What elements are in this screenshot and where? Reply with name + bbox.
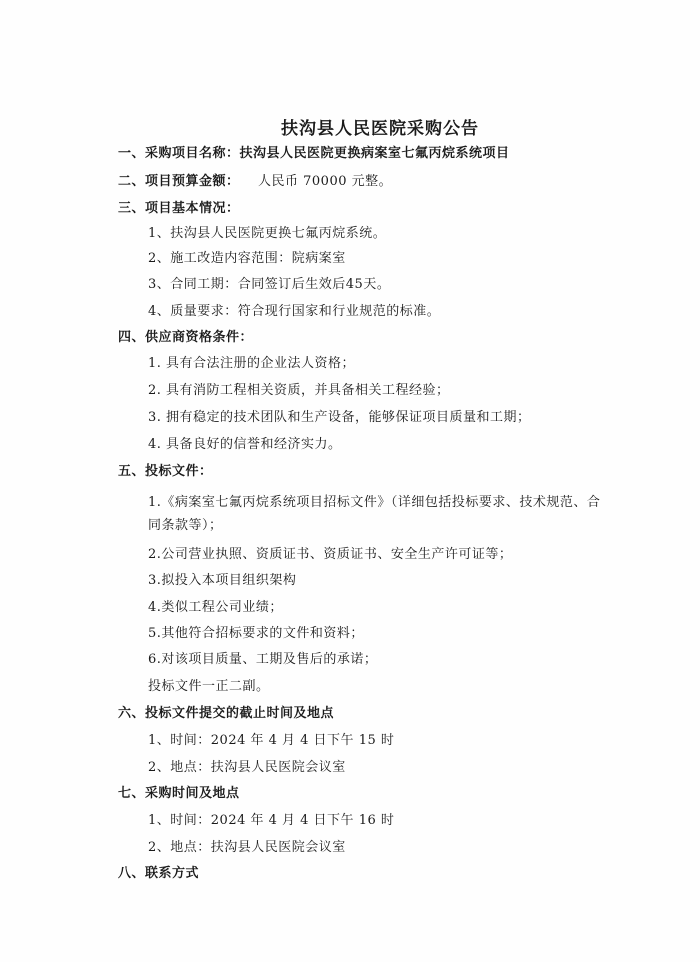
section-3-item-4: 4、质量要求：符合现行国家和行业规范的标准。 <box>148 304 441 319</box>
section-5-note: 投标文件一正二副。 <box>148 679 270 694</box>
section-4-item-3: 3. 拥有稳定的技术团队和生产设备，能够保证项目质量和工期； <box>148 410 531 425</box>
section-5-item-6: 6.对该项目质量、工期及售后的承诺； <box>148 652 378 667</box>
section-7-item-1: 1、时间：2024 年 4 月 4 日下午 16 时 <box>148 813 395 828</box>
section-8-heading: 八、联系方式 <box>118 866 200 881</box>
section-6-heading: 六、投标文件提交的截止时间及地点 <box>118 706 335 721</box>
section-1-heading: 一、采购项目名称：扶沟县人民医院更换病案室七氟丙烷系统项目 <box>118 146 510 161</box>
section-6-item-2: 2、地点：扶沟县人民医院会议室 <box>148 760 346 775</box>
section-5-item-5: 5.其他符合招标要求的文件和资料； <box>148 626 364 641</box>
section-5-heading: 五、投标文件： <box>118 464 213 479</box>
section-4-item-1: 1. 具有合法注册的企业法人资格； <box>148 356 356 371</box>
section-5-item-3: 3.拟投入本项目组织架构 <box>148 573 297 588</box>
section-5-item-1: 1.《病案室七氟丙烷系统项目招标文件》（详细包括投标要求、技术规范、合同条款等）； <box>148 495 601 533</box>
section-7-item-2: 2、地点：扶沟县人民医院会议室 <box>148 840 346 855</box>
section-4-item-2: 2. 具有消防工程相关资质，并具备相关工程经验； <box>148 383 450 398</box>
section-3-heading: 三、项目基本情况： <box>118 201 240 216</box>
section-3-item-2: 2、施工改造内容范围：院病案室 <box>148 251 346 266</box>
section-6-item-1: 1、时间：2024 年 4 月 4 日下午 15 时 <box>148 733 395 748</box>
budget-amount: 人民币 70000 元整。 <box>258 174 393 189</box>
section-4-item-4: 4. 具备良好的信誉和经济实力。 <box>148 437 342 452</box>
section-7-heading: 七、采购时间及地点 <box>118 786 240 801</box>
section-2-heading: 二、项目预算金额： <box>118 174 240 189</box>
section-4-heading: 四、供应商资格条件： <box>118 330 254 345</box>
section-5-item-4: 4.类似工程公司业绩； <box>148 600 283 615</box>
document-title: 扶沟县人民医院采购公告 <box>281 119 479 139</box>
section-5-item-2: 2.公司营业执照、资质证书、资质证书、安全生产许可证等； <box>148 547 513 562</box>
section-3-item-3: 3、合同工期：合同签订后生效后45天。 <box>148 277 391 292</box>
section-3-item-1: 1、扶沟县人民医院更换七氟丙烷系统。 <box>148 226 387 241</box>
